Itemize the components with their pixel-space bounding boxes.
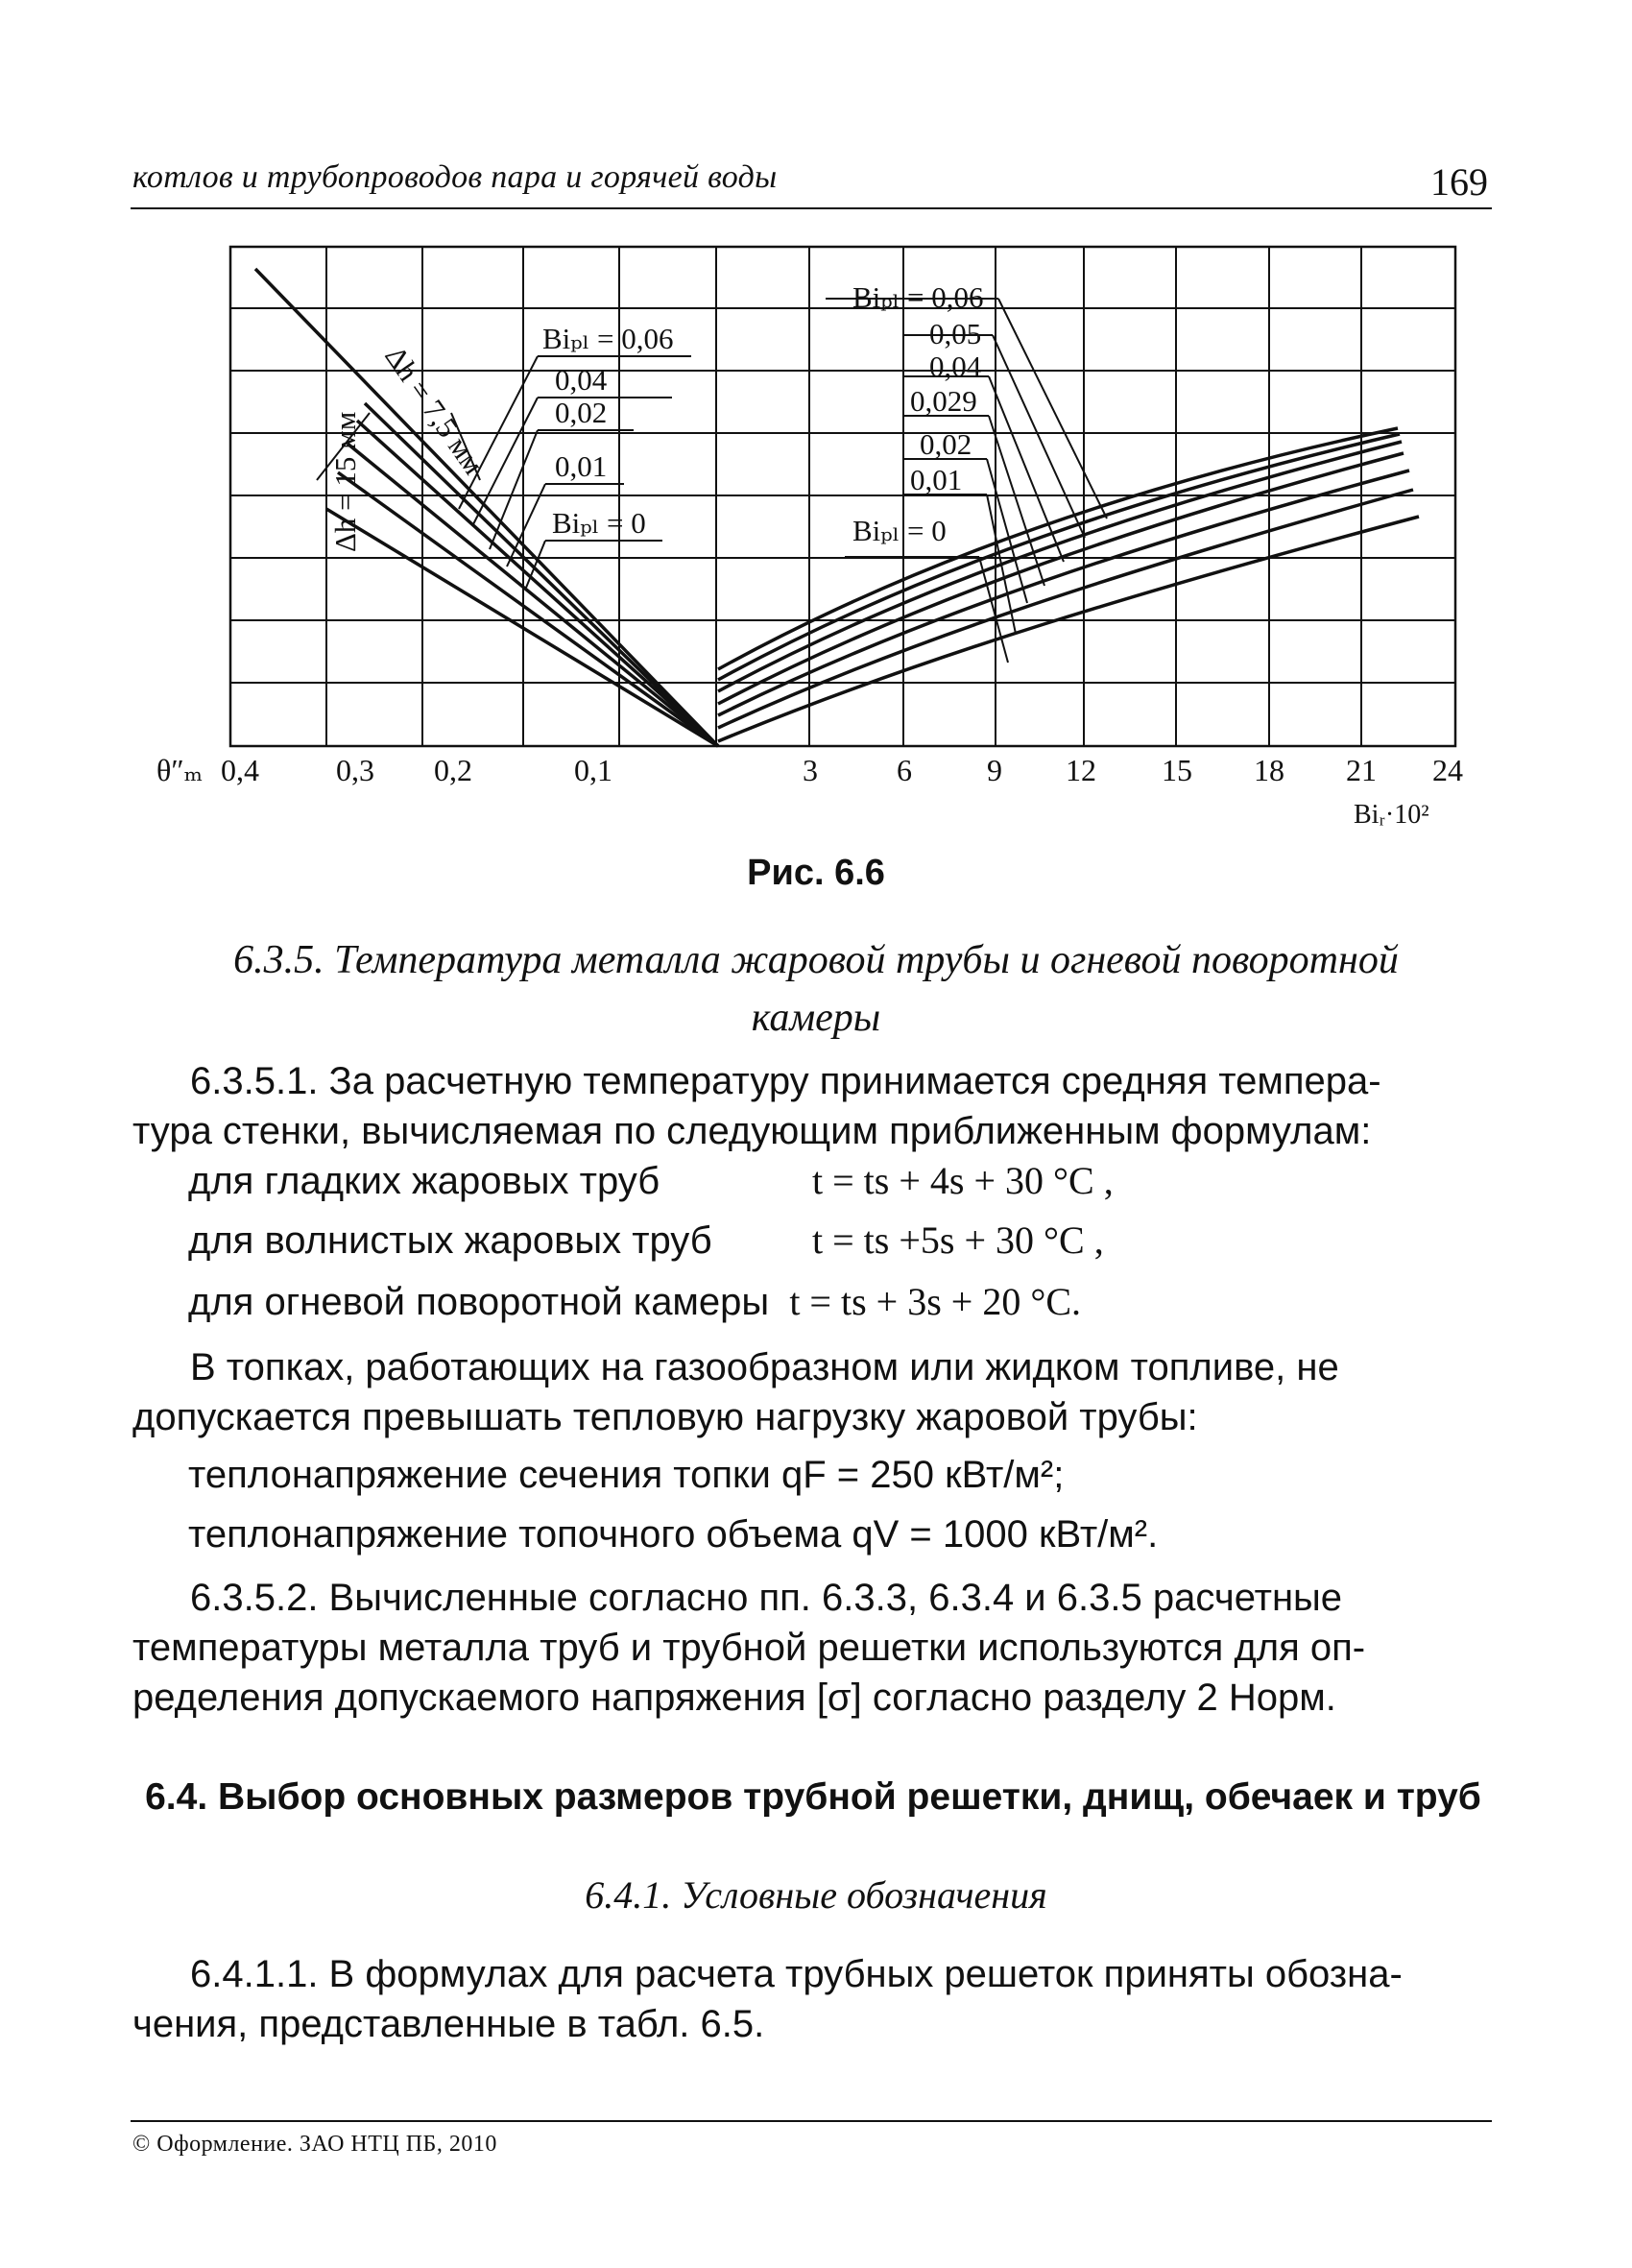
- formula-text: t = ts +5s + 30 °C ,: [812, 1218, 1104, 1262]
- right-tick: 15: [1162, 753, 1192, 787]
- paragraph-line: тура стенки, вычисляемая по следующим приближенным формулам:: [132, 1110, 1372, 1152]
- right-tick: 24: [1432, 753, 1463, 787]
- formula-label: для волнистых жаровых труб: [188, 1219, 712, 1262]
- nomogram-figure: [0, 0, 1632, 845]
- curve-left-bi001: [338, 472, 718, 746]
- label-right-005: 0,05: [929, 317, 982, 350]
- paragraph-line: В топках, работающих на газообразном или жидком топливе, не: [190, 1346, 1339, 1388]
- curve-left-bi004: [357, 421, 718, 746]
- label-left-bi0: Biₚₗ = 0: [552, 506, 646, 540]
- label-right-bi0: Biₚₗ = 0: [852, 514, 947, 547]
- section-title-64: 6.4. Выбор основных размеров трубной решетки, днищ, обечаек и труб: [145, 1776, 1481, 1818]
- right-tick: 6: [897, 753, 912, 787]
- paragraph-6352: [132, 1573, 1494, 1723]
- left-tick: 0,3: [336, 753, 374, 787]
- label-right-004: 0,04: [929, 350, 982, 383]
- paragraph-6351: [132, 1056, 1494, 1156]
- formula-row-corrugated: [188, 1216, 1104, 1266]
- section-title-641: 6.4.1. Условные обозначения: [585, 1873, 1047, 1917]
- figure-caption: Рис. 6.6: [747, 853, 885, 893]
- right-tick: 18: [1254, 753, 1284, 787]
- section-title-line: 6.3.5. Температура металла жаровой трубы и огневой поворотной: [233, 938, 1399, 982]
- running-header: котлов и трубопроводов пара и горячей воды: [132, 159, 778, 195]
- left-tick: 0,1: [574, 753, 612, 787]
- formula-text: t = ts + 3s + 20 °C.: [789, 1280, 1082, 1323]
- right-tick: 3: [803, 753, 818, 787]
- paragraph-furnace-load: [132, 1342, 1494, 1442]
- curve-left-bi002: [348, 444, 718, 746]
- label-right-001: 0,01: [910, 463, 963, 496]
- right-tick: 21: [1346, 753, 1377, 787]
- label-left-bi006: Biₚₗ = 0,06: [542, 322, 674, 355]
- curve-right-bi0: [718, 517, 1419, 741]
- paragraph-line: чения, представленные в табл. 6.5.: [132, 2003, 765, 2045]
- formula-label: для гладких жаровых труб: [188, 1160, 660, 1202]
- section-title-635: [115, 931, 1517, 1047]
- right-curves: [718, 428, 1419, 741]
- paragraph-line: 6.3.5.2. Вычисленные согласно пп. 6.3.3, 6.3.4 и 6.3.5 расчетные: [190, 1577, 1343, 1619]
- formula-text: t = ts + 4s + 30 °C ,: [812, 1159, 1114, 1202]
- page-number: 169: [1430, 160, 1488, 204]
- curve-left-bi006: [365, 403, 718, 746]
- paragraph-line: температуры металла труб и трубной решетки используются для оп-: [132, 1627, 1366, 1669]
- paragraph-line: ределения допускаемого напряжения [σ] согласно разделу 2 Норм.: [132, 1677, 1336, 1719]
- label-right-002: 0,02: [920, 427, 972, 461]
- paragraph-line: 6.3.5.1. За расчетную температуру принимается средняя темпера-: [190, 1060, 1381, 1102]
- axis-symbol-theta: θ″ₘ: [156, 753, 204, 787]
- label-left-bi001: 0,01: [555, 449, 608, 483]
- load-row-section: теплонапряжение сечения топки qF = 250 кВт/м²;: [188, 1454, 1065, 1496]
- label-dh75: Δh = 7,5 мм: [378, 339, 492, 481]
- paragraph-line: допускается превышать тепловую нагрузку жаровой трубы:: [132, 1396, 1198, 1438]
- label-right-bi006: Biₚₗ = 0,06: [852, 280, 984, 314]
- left-tick: 0,4: [221, 753, 259, 787]
- label-right-0029: 0,029: [910, 384, 977, 418]
- label-left-bi004: 0,04: [555, 363, 608, 397]
- right-tick: 9: [987, 753, 1002, 787]
- curve-right-bi001: [718, 490, 1413, 728]
- formula-label: для огневой поворотной камеры: [188, 1281, 770, 1323]
- footer-copyright: © Оформление. ЗАО НТЦ ПБ, 2010: [132, 2132, 497, 2157]
- label-left-bi002: 0,02: [555, 396, 608, 429]
- paragraph-6411: [132, 1949, 1494, 2049]
- left-tick: 0,2: [434, 753, 472, 787]
- section-title-line: камеры: [751, 996, 881, 1040]
- right-axis-label: Biᵣ·10²: [1354, 800, 1429, 830]
- formula-row-chamber: [188, 1277, 1081, 1327]
- footer-rule: [131, 2120, 1492, 2122]
- right-tick: 12: [1066, 753, 1096, 787]
- formula-row-smooth: [188, 1156, 1114, 1206]
- paragraph-line: 6.4.1.1. В формулах для расчета трубных решеток приняты обозна-: [190, 1953, 1403, 1995]
- load-row-volume: теплонапряжение топочного объема qV = 1000 кВт/м².: [188, 1513, 1159, 1556]
- label-dh15: Δh = 15 мм: [328, 411, 362, 552]
